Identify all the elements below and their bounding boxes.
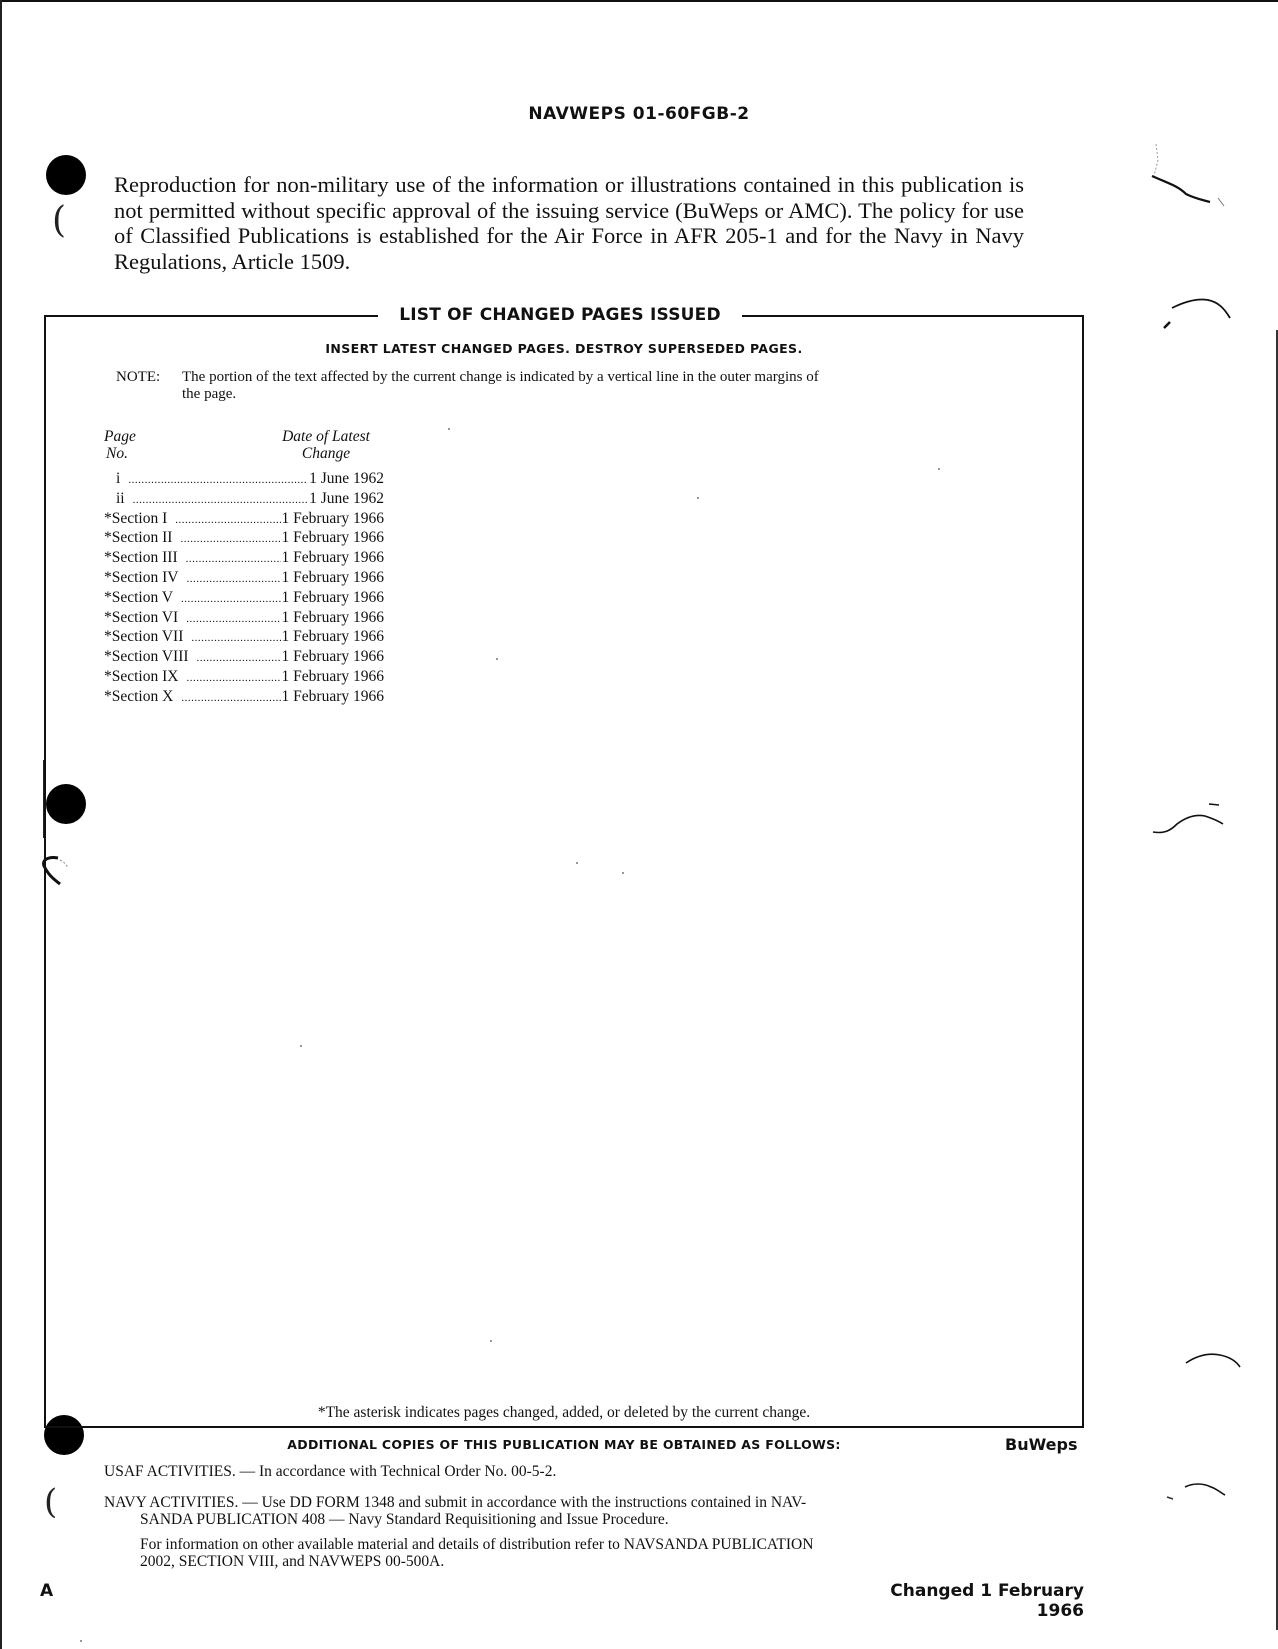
change-date-footer: Changed 1 February 1966 bbox=[890, 1581, 1084, 1621]
margin-curve-icon bbox=[1180, 1345, 1260, 1375]
change-note bbox=[116, 369, 1028, 403]
change-date: 1 June 1962 bbox=[309, 470, 384, 487]
column-header-page-no bbox=[104, 428, 164, 462]
change-date: 1 February 1966 bbox=[281, 628, 384, 646]
page-letter: A bbox=[40, 1581, 54, 1601]
dot-leader bbox=[133, 492, 308, 510]
change-date: 1 February 1966 bbox=[281, 648, 384, 666]
dot-leader bbox=[181, 690, 280, 708]
margin-curve-icon bbox=[1155, 1465, 1245, 1505]
change-date: 1 February 1966 bbox=[281, 549, 384, 567]
column-header-line: Change bbox=[301, 445, 351, 462]
asterisk-footnote: *The asterisk indicates pages changed, added, or deleted by the current change. bbox=[317, 1404, 811, 1421]
page-number: *Section II bbox=[104, 529, 173, 547]
dot-leader bbox=[186, 670, 280, 688]
document-number: NAVWEPS 01-60FGB-2 bbox=[528, 104, 750, 124]
margin-curve-icon bbox=[1160, 296, 1240, 346]
dot-leader bbox=[181, 591, 281, 609]
distribution-info-line: For information on other available material and details of distribution refer to NAVSANDA PUBLICATION bbox=[140, 1536, 814, 1553]
page-number: i bbox=[116, 470, 121, 487]
dot-leader bbox=[186, 571, 280, 589]
page-number: *Section X bbox=[104, 687, 174, 705]
table-row bbox=[104, 510, 384, 530]
page-number: *Section V bbox=[104, 588, 174, 606]
change-date: 1 February 1966 bbox=[281, 529, 384, 547]
page-number: *Section III bbox=[104, 549, 178, 567]
page-edge-left bbox=[0, 0, 2, 1649]
dot-leader bbox=[186, 551, 281, 569]
scan-speck bbox=[622, 872, 624, 874]
navy-activities-instructions bbox=[104, 1494, 1024, 1528]
table-row bbox=[104, 668, 384, 688]
scan-speck bbox=[496, 658, 498, 660]
change-date: 1 February 1966 bbox=[281, 608, 384, 626]
page-number: *Section I bbox=[104, 509, 168, 527]
table-row bbox=[104, 628, 384, 648]
page-number: ii bbox=[116, 489, 125, 507]
note-label: NOTE: bbox=[116, 369, 161, 385]
page-number: *Section VII bbox=[104, 628, 184, 646]
dot-leader bbox=[175, 512, 280, 530]
usaf-activities-instructions: USAF ACTIVITIES. — In accordance with Technical Order No. 00-5-2. bbox=[104, 1463, 557, 1480]
margin-bracket-icon: ( bbox=[52, 200, 67, 241]
dot-leader bbox=[128, 472, 308, 490]
distribution-info-line: 2002, SECTION VIII, and NAVWEPS 00-500A. bbox=[140, 1553, 445, 1570]
change-date: 1 February 1966 bbox=[281, 687, 384, 705]
table-row bbox=[104, 470, 384, 490]
change-date: 1 February 1966 bbox=[281, 667, 384, 685]
scan-speck bbox=[576, 862, 578, 864]
change-date: 1 June 1962 bbox=[309, 489, 384, 507]
issuing-service-label: BuWeps bbox=[1005, 1435, 1078, 1454]
page-number: *Section VIII bbox=[104, 648, 189, 666]
page-number: *Section IX bbox=[104, 667, 179, 685]
margin-curve-icon bbox=[1145, 800, 1235, 850]
table-row bbox=[104, 688, 384, 708]
page-edge-top bbox=[0, 0, 1278, 2]
page-number: *Section IV bbox=[104, 568, 179, 586]
page-number: *Section VI bbox=[104, 608, 179, 626]
table-row bbox=[104, 529, 384, 549]
column-header-date bbox=[270, 428, 382, 462]
scan-speck bbox=[938, 468, 940, 470]
column-header-line: Date of Latest bbox=[282, 428, 370, 445]
box-bottom-rule bbox=[44, 1426, 1084, 1428]
navy-activities-line: SANDA PUBLICATION 408 — Navy Standard Requisitioning and Issue Procedure. bbox=[140, 1511, 669, 1528]
scan-speck bbox=[490, 1340, 492, 1342]
scan-speck bbox=[300, 1045, 302, 1047]
scan-speck bbox=[80, 1640, 82, 1642]
list-of-changed-pages-title: LIST OF CHANGED PAGES ISSUED bbox=[399, 305, 721, 325]
changed-pages-instruction: INSERT LATEST CHANGED PAGES. DESTROY SUPERSEDED PAGES. bbox=[325, 341, 803, 356]
dot-leader bbox=[180, 531, 280, 549]
punch-hole-icon bbox=[46, 155, 86, 195]
margin-bracket-icon: ( bbox=[44, 1482, 58, 1522]
dot-leader bbox=[186, 611, 280, 629]
column-header-line: Page bbox=[104, 428, 136, 445]
table-row bbox=[104, 569, 384, 589]
table-row bbox=[104, 589, 384, 609]
changed-pages-table bbox=[104, 470, 384, 708]
scan-speck bbox=[697, 497, 699, 499]
change-date: 1 February 1966 bbox=[281, 588, 384, 606]
table-row bbox=[104, 549, 384, 569]
margin-curve-icon bbox=[1148, 140, 1238, 220]
table-row bbox=[104, 609, 384, 629]
table-row bbox=[104, 648, 384, 668]
distribution-info bbox=[140, 1536, 1024, 1570]
table-row bbox=[104, 490, 384, 510]
change-date: 1 February 1966 bbox=[281, 568, 384, 586]
dot-leader bbox=[197, 650, 281, 668]
navy-activities-line: NAVY ACTIVITIES. — Use DD FORM 1348 and submit in accordance with the instructions contained in NAV- bbox=[104, 1494, 807, 1511]
scan-speck bbox=[448, 428, 450, 430]
column-header-line: No. bbox=[106, 445, 128, 462]
note-text: The portion of the text affected by the current change is indicated by a vertical line in the outer margins of bbox=[182, 369, 819, 385]
note-text-continued: the page. bbox=[182, 386, 237, 402]
reproduction-notice: Reproduction for non-military use of the information or illustrations contained in this publication is not permitted without specific approval of the issuing service (BuWeps or AMC). The policy for use of Classified Publications is established for the Air Force in AFR 205-1 and for the Navy in Navy Regulations, Article 1509. bbox=[114, 172, 1024, 274]
additional-copies-heading: ADDITIONAL COPIES OF THIS PUBLICATION MAY BE OBTAINED AS FOLLOWS: bbox=[287, 1437, 841, 1452]
change-date: 1 February 1966 bbox=[281, 509, 384, 527]
dot-leader bbox=[191, 630, 280, 648]
